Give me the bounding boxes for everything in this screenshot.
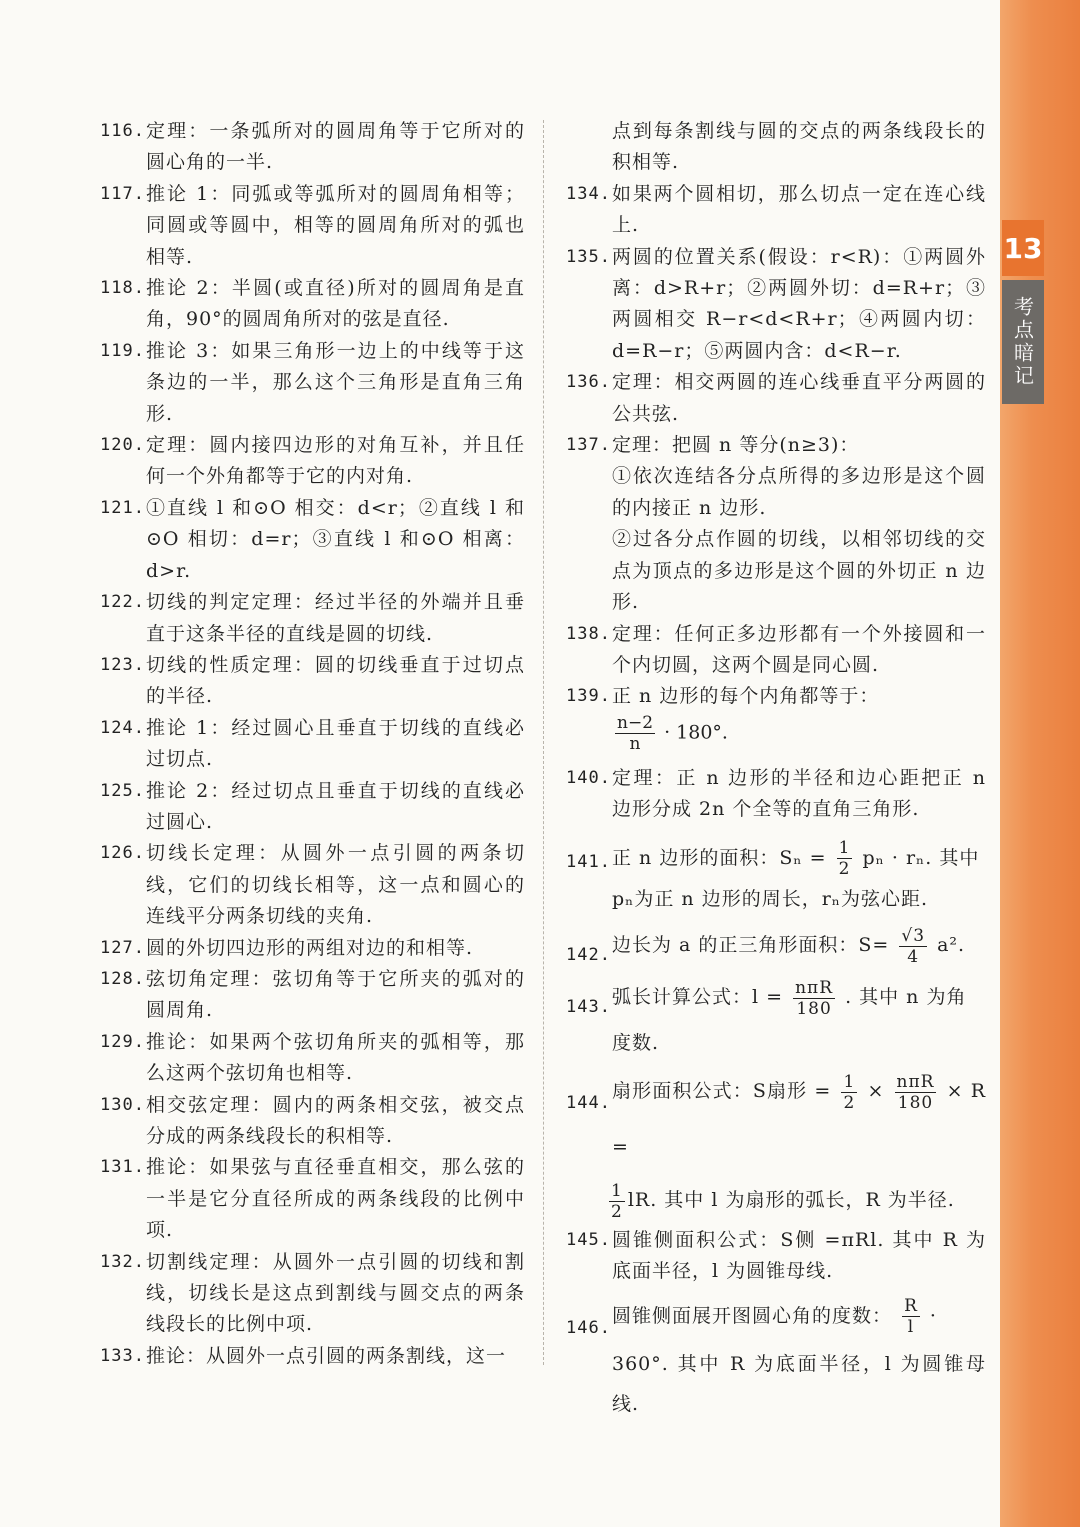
list-item: 141. 正 n 边形的面积：Sₙ = $\frac{1}{2}$ pₙ · rₙ. 其中 (566, 838, 980, 880)
list-item: 139. 正 n 边形的每个内角都等于： (566, 685, 880, 708)
list-item-continuation: 360°. 其中 R 为底面半径，l 为圆锥母线. (612, 1352, 986, 1415)
list-item: 130. 相交弦定理：圆内的两条相交弦，被交点分成的两条线段长的积相等. (100, 1093, 525, 1147)
list-item: 146. 圆锥侧面展开图圆心角的度数： $\frac{R}{l}$ · (566, 1296, 937, 1338)
list-item: 138. 定理：任何正多边形都有一个外接圆和一个内切圆，这两个圆是同心圆. (566, 622, 986, 676)
list-item: 131. 推论：如果弦与直径垂直相交，那么弦的一半是它分直径所成的两条线段的比例中项. (100, 1156, 525, 1242)
list-item-continuation: 度数. (612, 1032, 660, 1055)
list-item-subpoint: ②过各分点作圆的切线，以相邻切线的交点为顶点的多边形是这个圆的外切正 n 边形. (612, 528, 986, 614)
list-item: 135. 两圆的位置关系(假设：r<R)：①两圆外离：d>R+r；②两圆外切：d=R+r；③两圆相交 R−r<d<R+r；④两圆内切：d=R−r；⑤两圆内含：d<R−r. (566, 245, 986, 362)
list-item: 120. 定理：圆内接四边形的对角互补，并且任何一个外角都等于它的内对角. (100, 434, 525, 488)
list-item: 145. 圆锥侧面积公式：S侧 =πRl. 其中 R 为底面半径，l 为圆锥母线. (566, 1229, 986, 1283)
list-item: 142. 边长为 a 的正三角形面积：S= $\frac{√3}{4}$ a². (566, 925, 966, 967)
column-divider (543, 120, 544, 1365)
list-item: 121. ①直线 l 和⊙O 相交：d<r；②直线 l 和⊙O 相切：d=r；③直线 l 和⊙O 相离：d>r. (100, 496, 525, 582)
fraction: $\frac{R}{l}$ (904, 1296, 918, 1338)
chapter-tab-label: 考点暗记 (1002, 280, 1044, 404)
fraction: $\frac{\text{nπR}}{180}$ (896, 1071, 935, 1113)
list-item: 143. 弧长计算公式：l = $\frac{\text{nπR}}{180}$ . 其中 n 为角 (566, 977, 967, 1019)
list-item: 137. 定理：把圆 n 等分(n≥3)： (566, 434, 860, 457)
fraction: $\frac{1}{2}$ (843, 1071, 856, 1113)
left-column (100, 116, 525, 1372)
list-item: 124. 推论 1：经过圆心且垂直于切线的直线必过切点. (100, 716, 525, 771)
fraction: $\frac{√3}{4}$ (901, 925, 926, 967)
list-item: 123. 切线的性质定理：圆的切线垂直于过切点的半径. (100, 653, 525, 708)
list-item-continuation: $\frac{1}{2}$ lR. 其中 l 为扇形的弧长，R 为半径. (611, 1180, 955, 1222)
fraction: $\frac{1}{2}$ (838, 838, 851, 880)
list-item: 119. 推论 3：如果三角形一边上的中线等于这条边的一半，那么这个三角形是直角三角形. (100, 339, 525, 425)
list-item: 133. 推论：从圆外一点引圆的两条割线，这一 (100, 1344, 507, 1367)
fraction: $\frac{\text{nπR}}{180}$ (795, 977, 834, 1019)
list-item: 129. 推论：如果两个弦切角所夹的弧相等，那么这两个弦切角也相等. (100, 1030, 525, 1085)
list-item-subpoint: ①依次连结各分点所得的多边形是这个圆的内接正 n 边形. (612, 465, 986, 519)
list-item: 126. 切线长定理：从圆外一点引圆的两条切线，它们的切线长相等，这一点和圆心的连线平分两条切线的夹角. (100, 842, 525, 928)
list-item: 116. 定理：一条弧所对的圆周角等于它所对的圆心角的一半. (100, 120, 525, 174)
list-item: 144. 扇形面积公式：S扇形 = $\frac{1}{2}$ × $\frac{\text{nπR}}{180}$ × R = (566, 1071, 987, 1159)
list-item: 122. 切线的判定定理：经过半径的外端并且垂直于这条半径的直线是圆的切线. (100, 591, 525, 645)
list-item-continuation: 点到每条割线与圆的交点的两条线段长的积相等. (612, 120, 986, 174)
list-item: 140. 定理：正 n 边形的半径和边心距把正 n 边形分成 2n 个全等的直角三角形. (566, 766, 986, 821)
list-item: 136. 定理：相交两圆的连心线垂直平分两圆的公共弦. (566, 371, 986, 425)
fraction: $\frac{1}{2}$ (611, 1180, 623, 1222)
fraction: $\frac{n-2}{n}$ (617, 712, 654, 754)
list-item-continuation: pₙ为正 n 边形的周长，rₙ为弦心距. (612, 888, 929, 911)
right-column (566, 116, 986, 1424)
list-item: 117. 推论 1：同弧或等弧所对的圆周角相等；同圆或等圆中，相等的圆周角所对的弧也相等. (100, 182, 525, 268)
chapter-tab-number: 13 (1002, 220, 1044, 276)
list-item: 118. 推论 2：半圆(或直径)所对的圆周角是直角，90°的圆周角所对的弦是直径. (100, 277, 525, 331)
list-item: 132. 切割线定理：从圆外一点引圆的切线和割线，切线长是这点到割线与圆交点的两条线段长的比例中项. (100, 1250, 525, 1336)
list-item: 125. 推论 2：经过切点且垂直于切线的直线必过圆心. (100, 779, 525, 833)
list-item: 134. 如果两个圆相切，那么切点一定在连心线上. (566, 182, 986, 237)
formula-line: $\frac{n-2}{n}$ · 180°. (617, 712, 728, 754)
list-item: 127. 圆的外切四边形的两组对边的和相等. (100, 936, 474, 959)
list-item: 128. 弦切角定理：弦切角等于它所夹的弧对的圆周角. (100, 967, 525, 1022)
